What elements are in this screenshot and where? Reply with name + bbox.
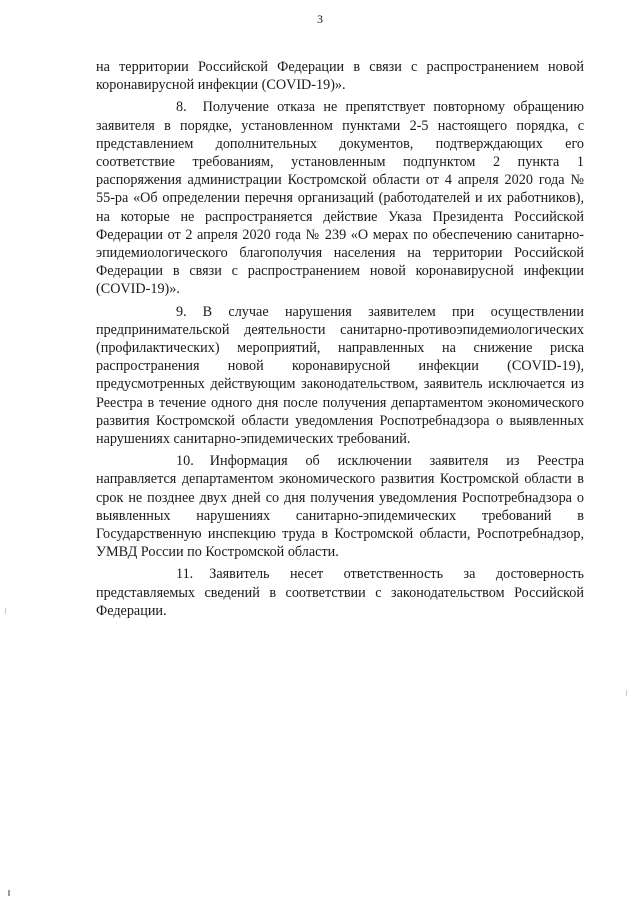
paragraph-number: 8. [176, 99, 187, 116]
paragraph-9 [96, 303, 584, 449]
page-number: 3 [317, 12, 323, 26]
paragraph-11 [96, 565, 584, 620]
paragraph-continuation [96, 58, 584, 94]
paragraph-10 [96, 452, 584, 561]
paragraph-number: 9. [176, 303, 187, 320]
scan-mark [8, 890, 10, 896]
paragraph-text: Информация об исключении заявителя из Реестра направляется департаментом экономического развития Костромской области в срок не позднее двух дней со дня получения уведомления Роспотребнадзора о выявленных нарушениях санитарно-эпидемических требований в Государственную инспекцию труда в Костромской области, Роспотребнадзор, УМВД России по Костромской области. [96, 453, 584, 561]
paragraph-text: Получение отказа не препятствует повторному обращению заявителя в порядке, установленном пунктами 2-5 настоящего порядка, с представлением дополнительных документов, подтверждающих его соответствие требованиям, установленным подпунктом 2 пункта 1 распоряжения администрации Костромской области от 4 апреля 2020 года № 55-ра «Об определении перечня организаций (работодателей и их работников), на которые не распространяется действие Указа Президента Российской Федерации от 2 апреля 2020 года № 239 «О мерах по обеспечению санитарно-эпидемиологического благополучия населения на территории Российской Федерации в связи с распространением новой коронавирусной инфекции (COVID-19)». [96, 99, 584, 298]
paragraph-text: В случае нарушения заявителем при осуществлении предпринимательской деятельности санитарно-противоэпидемиологических (профилактических) мероприятий, направленных на снижение риска распространения новой коронавирусной инфекции (COVID-19), предусмотренных действующим законодательством, заявитель исключается из Реестра в течение одного дня после получения департаментом экономического развития Костромской области уведомления Роспотребнадзора о выявленных нарушениях санитарно-эпидемических требований. [96, 303, 584, 448]
paragraph-number: 11. [176, 566, 194, 583]
scan-mark [626, 690, 627, 696]
paragraph-8 [96, 98, 584, 298]
paragraph-text: Заявитель несет ответственность за достоверность представляемых сведений в соответствии с законодательством Российской Федерации. [96, 566, 584, 619]
paragraph-text: на территории Российской Федерации в связи с распространением новой коронавирусной инфекции (COVID-19)». [96, 59, 584, 94]
document-body [96, 58, 584, 624]
paragraph-number: 10. [176, 453, 194, 470]
scan-mark [5, 608, 6, 614]
